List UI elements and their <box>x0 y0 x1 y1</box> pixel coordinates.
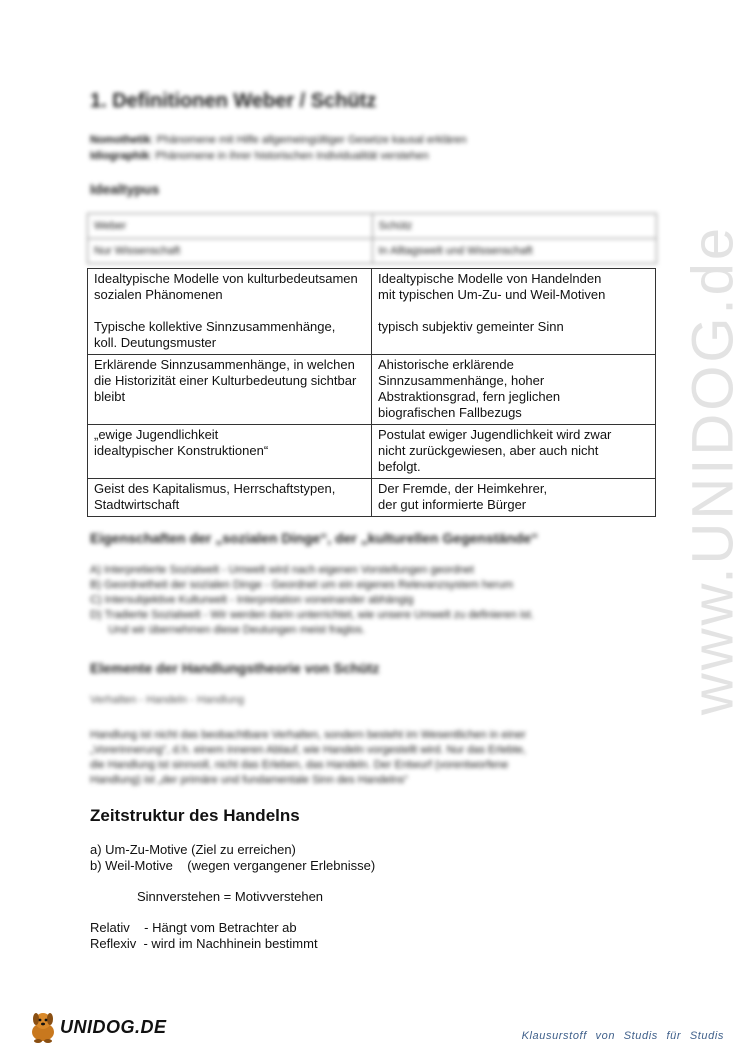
dog-icon <box>28 1010 58 1044</box>
cell-line: der gut informierte Bürger <box>378 497 527 512</box>
list-item: B) Geordnetheit der sozialen Dinge - Geordnet um ein eigenes Relevanzsystem herum <box>90 579 514 591</box>
table-row <box>88 355 656 425</box>
watermark-text: www.UNIDOG.de <box>680 224 746 716</box>
list-item: Und wir übernehmen diese Deutungen meist fraglos. <box>90 624 366 636</box>
cell-line: „ewige Jugendlichkeit <box>94 427 219 442</box>
table-cell-weber <box>88 269 372 355</box>
definitions-block <box>90 132 467 164</box>
zeitstruktur-line: a) Um-Zu-Motive (Ziel zu erreichen) <box>90 842 296 857</box>
table-row <box>88 214 657 239</box>
zeitstruktur-line: Sinnverstehen = Motivverstehen <box>90 889 324 904</box>
cell-line: sozialen Phänomenen <box>94 287 223 302</box>
cell-line: Der Fremde, der Heimkehrer, <box>378 481 548 496</box>
scope-cell-schuetz: In Alltagswelt und Wissenschaft <box>372 239 657 264</box>
cell-line: befolgt. <box>378 459 421 474</box>
cell-line <box>94 303 365 319</box>
table-cell-schuetz <box>372 425 656 479</box>
zeitstruktur-line: b) Weil-Motive (wegen vergangener Erlebnisse) <box>90 858 376 873</box>
page-title: 1. Definitionen Weber / Schütz <box>90 90 377 112</box>
cell-line: Postulat ewiger Jugendlichkeit wird zwar <box>378 427 612 442</box>
cell-line: Typische kollektive Sinnzusammenhänge, <box>94 319 336 334</box>
elemente-heading: Elemente der Handlungstheorie von Schütz <box>90 660 380 676</box>
zeitstruktur-line: Reflexiv - wird im Nachhinein bestimmt <box>90 936 318 951</box>
elemente-paragraph <box>90 728 526 788</box>
zeitstruktur-block <box>90 842 375 952</box>
idealtypus-comparison-table <box>87 268 656 517</box>
table-cell-schuetz <box>372 355 656 425</box>
table-cell-weber <box>88 355 372 425</box>
cell-line: mit typischen Um-Zu- und Weil-Motiven <box>378 287 606 302</box>
zeitstruktur-line <box>90 874 375 889</box>
zeitstruktur-heading: Zeitstruktur des Handelns <box>90 806 300 825</box>
table-cell-weber <box>88 425 372 479</box>
table-cell-schuetz <box>372 269 656 355</box>
paragraph-line: Handlung ist nicht das beobachtbare Verhalten, sondern besteht im Wesentlichen in einer <box>90 729 526 741</box>
logo-text: UNIDOG.DE <box>60 1016 167 1037</box>
cell-line <box>378 303 649 319</box>
cell-line: typisch subjektiv gemeinter Sinn <box>378 319 564 334</box>
table-row <box>88 269 656 355</box>
unidog-logo[interactable] <box>28 1010 167 1044</box>
table-cell-weber <box>88 479 372 517</box>
eigenschaften-list <box>90 563 534 638</box>
definition-line: Idiographik: Phänomene in ihrer historischen Individualität verstehen <box>90 150 429 162</box>
cell-line: idealtypischer Konstruktionen“ <box>94 443 269 458</box>
list-item: A) Interpretierte Sozialwelt - Umwelt wird nach eigenen Vorstellungen geordnet <box>90 564 474 576</box>
table-cell-schuetz <box>372 479 656 517</box>
elemente-subline: Verhalten - Handeln - Handlung <box>90 694 245 706</box>
header-cell-schuetz: Schütz <box>372 214 657 239</box>
cell-line: Stadtwirtschaft <box>94 497 180 512</box>
cell-line: Ahistorische erklärende <box>378 357 514 372</box>
cell-line: koll. Deutungsmuster <box>94 335 217 350</box>
cell-line: Erklärende Sinnzusammenhänge, in welchen <box>94 357 355 372</box>
zeitstruktur-line: Relativ - Hängt vom Betrachter ab <box>90 920 297 935</box>
cell-line: nicht zurückgewiesen, aber auch nicht <box>378 443 599 458</box>
idealtypus-heading: Idealtypus <box>90 181 160 197</box>
cell-line: die Historizität einer Kulturbedeutung sichtbar <box>94 373 357 388</box>
idealtypus-header-table <box>87 213 657 264</box>
paragraph-line: die Handlung ist sinnvoll, nicht das Erleben, das Handeln. Der Entwurf (vorentworfene <box>90 759 509 771</box>
cell-line: Idealtypische Modelle von kulturbedeutsamen <box>94 271 358 286</box>
header-cell-weber: Weber <box>88 214 373 239</box>
paragraph-line: Handlung) ist „der primäre und fundamentale Sinn des Handelns“ <box>90 774 408 786</box>
footer-slogan: Klausurstoff von Studis für Studis <box>521 1030 724 1042</box>
table-row <box>88 479 656 517</box>
list-item: D) Tradierte Sozialwelt - Wir werden darin unterrichtet, wie unsere Umwelt zu definieren ist. <box>90 609 534 621</box>
cell-line: biografischen Fallbezugs <box>378 405 522 420</box>
cell-line: Geist des Kapitalismus, Herrschaftstypen, <box>94 481 336 496</box>
zeitstruktur-line <box>90 905 375 920</box>
table-row <box>88 239 657 264</box>
cell-line: Idealtypische Modelle von Handelnden <box>378 271 602 286</box>
cell-line: Abstraktionsgrad, fern jeglichen <box>378 389 561 404</box>
scope-cell-weber: Nur Wissenschaft <box>88 239 373 264</box>
paragraph-line: „Vorerinnerung“, d.h. einem inneren Ablauf, wie Handeln vorgestellt wird. Nur das Erlebte, <box>90 744 526 756</box>
eigenschaften-heading: Eigenschaften der „sozialen Dinge“, der „kulturellen Gegenstände“ <box>90 530 539 546</box>
cell-line: Sinnzusammenhänge, hoher <box>378 373 545 388</box>
table-row <box>88 425 656 479</box>
definition-line: Nomothetik: Phänomene mit Hilfe allgemeingültiger Gesetze kausal erklären <box>90 134 467 146</box>
list-item: C) Intersubjektive Kulturwelt - Interpretation voneinander abhängig <box>90 594 414 606</box>
cell-line: bleibt <box>94 389 126 404</box>
